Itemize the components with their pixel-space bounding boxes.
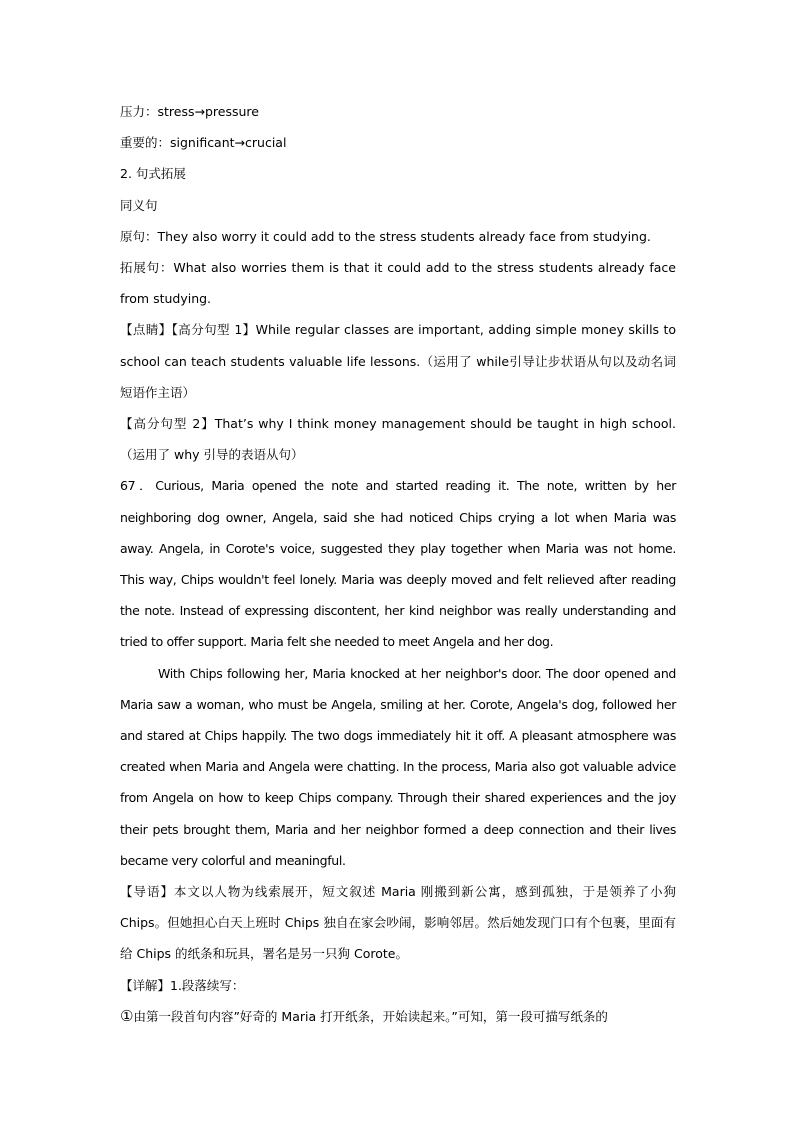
- highlight-sentence-2: 【高分句型 2】That’s why I think money management should be taught in high school.（运用了 why 引导的表语从句）: [120, 416, 676, 463]
- synonym-label: 同义句: [120, 197, 158, 213]
- guide-paragraph: 【导语】本文以人物为线索展开，短文叙述 Maria 刚搬到新公寓，感到孤独，于是领养了小狗 Chips。但她担心白天上班时 Chips 独自在家会吵闹，影响邻居。然后她发现门口有个包裹，里面有给 Chips 的纸条和玩具，署名是另一只狗 Corote。: [120, 884, 676, 962]
- highlight-sentence-1: 【点睛】【高分句型 1】While regular classes are important, adding simple money skills to school can teach students valuable life lessons.（运用了 while引导让步状语从句以及动名词短语作主语）: [120, 322, 676, 400]
- page-content: [120, 96, 676, 1032]
- answer-67-paragraph-1: 67．Curious, Maria opened the note and started reading it. The note, written by her neighboring dog owner, Angela, said she had noticed Chips crying a lot when Maria was away. Angela, in Corote's voice, suggested they play together when Maria was not home. This way, Chips wouldn't feel lonely. Maria was deeply moved and felt relieved after reading the note. Instead of expressing discontent, her kind neighbor was really understanding and tried to offer support. Maria felt she needed to meet Angela and her dog.: [120, 478, 676, 650]
- original-sentence: 原句：They also worry it could add to the stress students already face from studying.: [120, 228, 651, 244]
- detail-item-1-text: 由第一段首句内容”好奇的 Maria 打开纸条，开始读起来。”可知，第一段可描写纸条的: [133, 1008, 608, 1024]
- answer-67-paragraph-2: With Chips following her, Maria knocked at her neighbor's door. The door opened and Maria saw a woman, who must be Angela, smiling at her. Corote, Angela's dog, followed her and stared at Chips happily. The two dogs immediately hit it off. A pleasant atmosphere was created when Maria and Angela were chatting. In the process, Maria also got valuable advice from Angela on how to keep Chips company. Through their shared experiences and the joy their pets brought them, Maria and her neighbor formed a deep connection and their lives became very colorful and meaningful.: [120, 665, 676, 868]
- circled-number-one-icon: ①: [120, 1006, 134, 1025]
- detail-heading: 【详解】1.段落续写：: [120, 977, 245, 993]
- expanded-sentence: 拓展句：What also worries them is that it could add to the stress students already face from studying.: [120, 260, 676, 307]
- vocab-line-crucial: 重要的：significant→crucial: [120, 135, 287, 151]
- vocab-line-pressure: 压力：stress→pressure: [120, 104, 259, 119]
- section-heading-sentence-expansion: 2. 句式拓展: [120, 166, 186, 182]
- detail-item-1: [120, 1001, 676, 1032]
